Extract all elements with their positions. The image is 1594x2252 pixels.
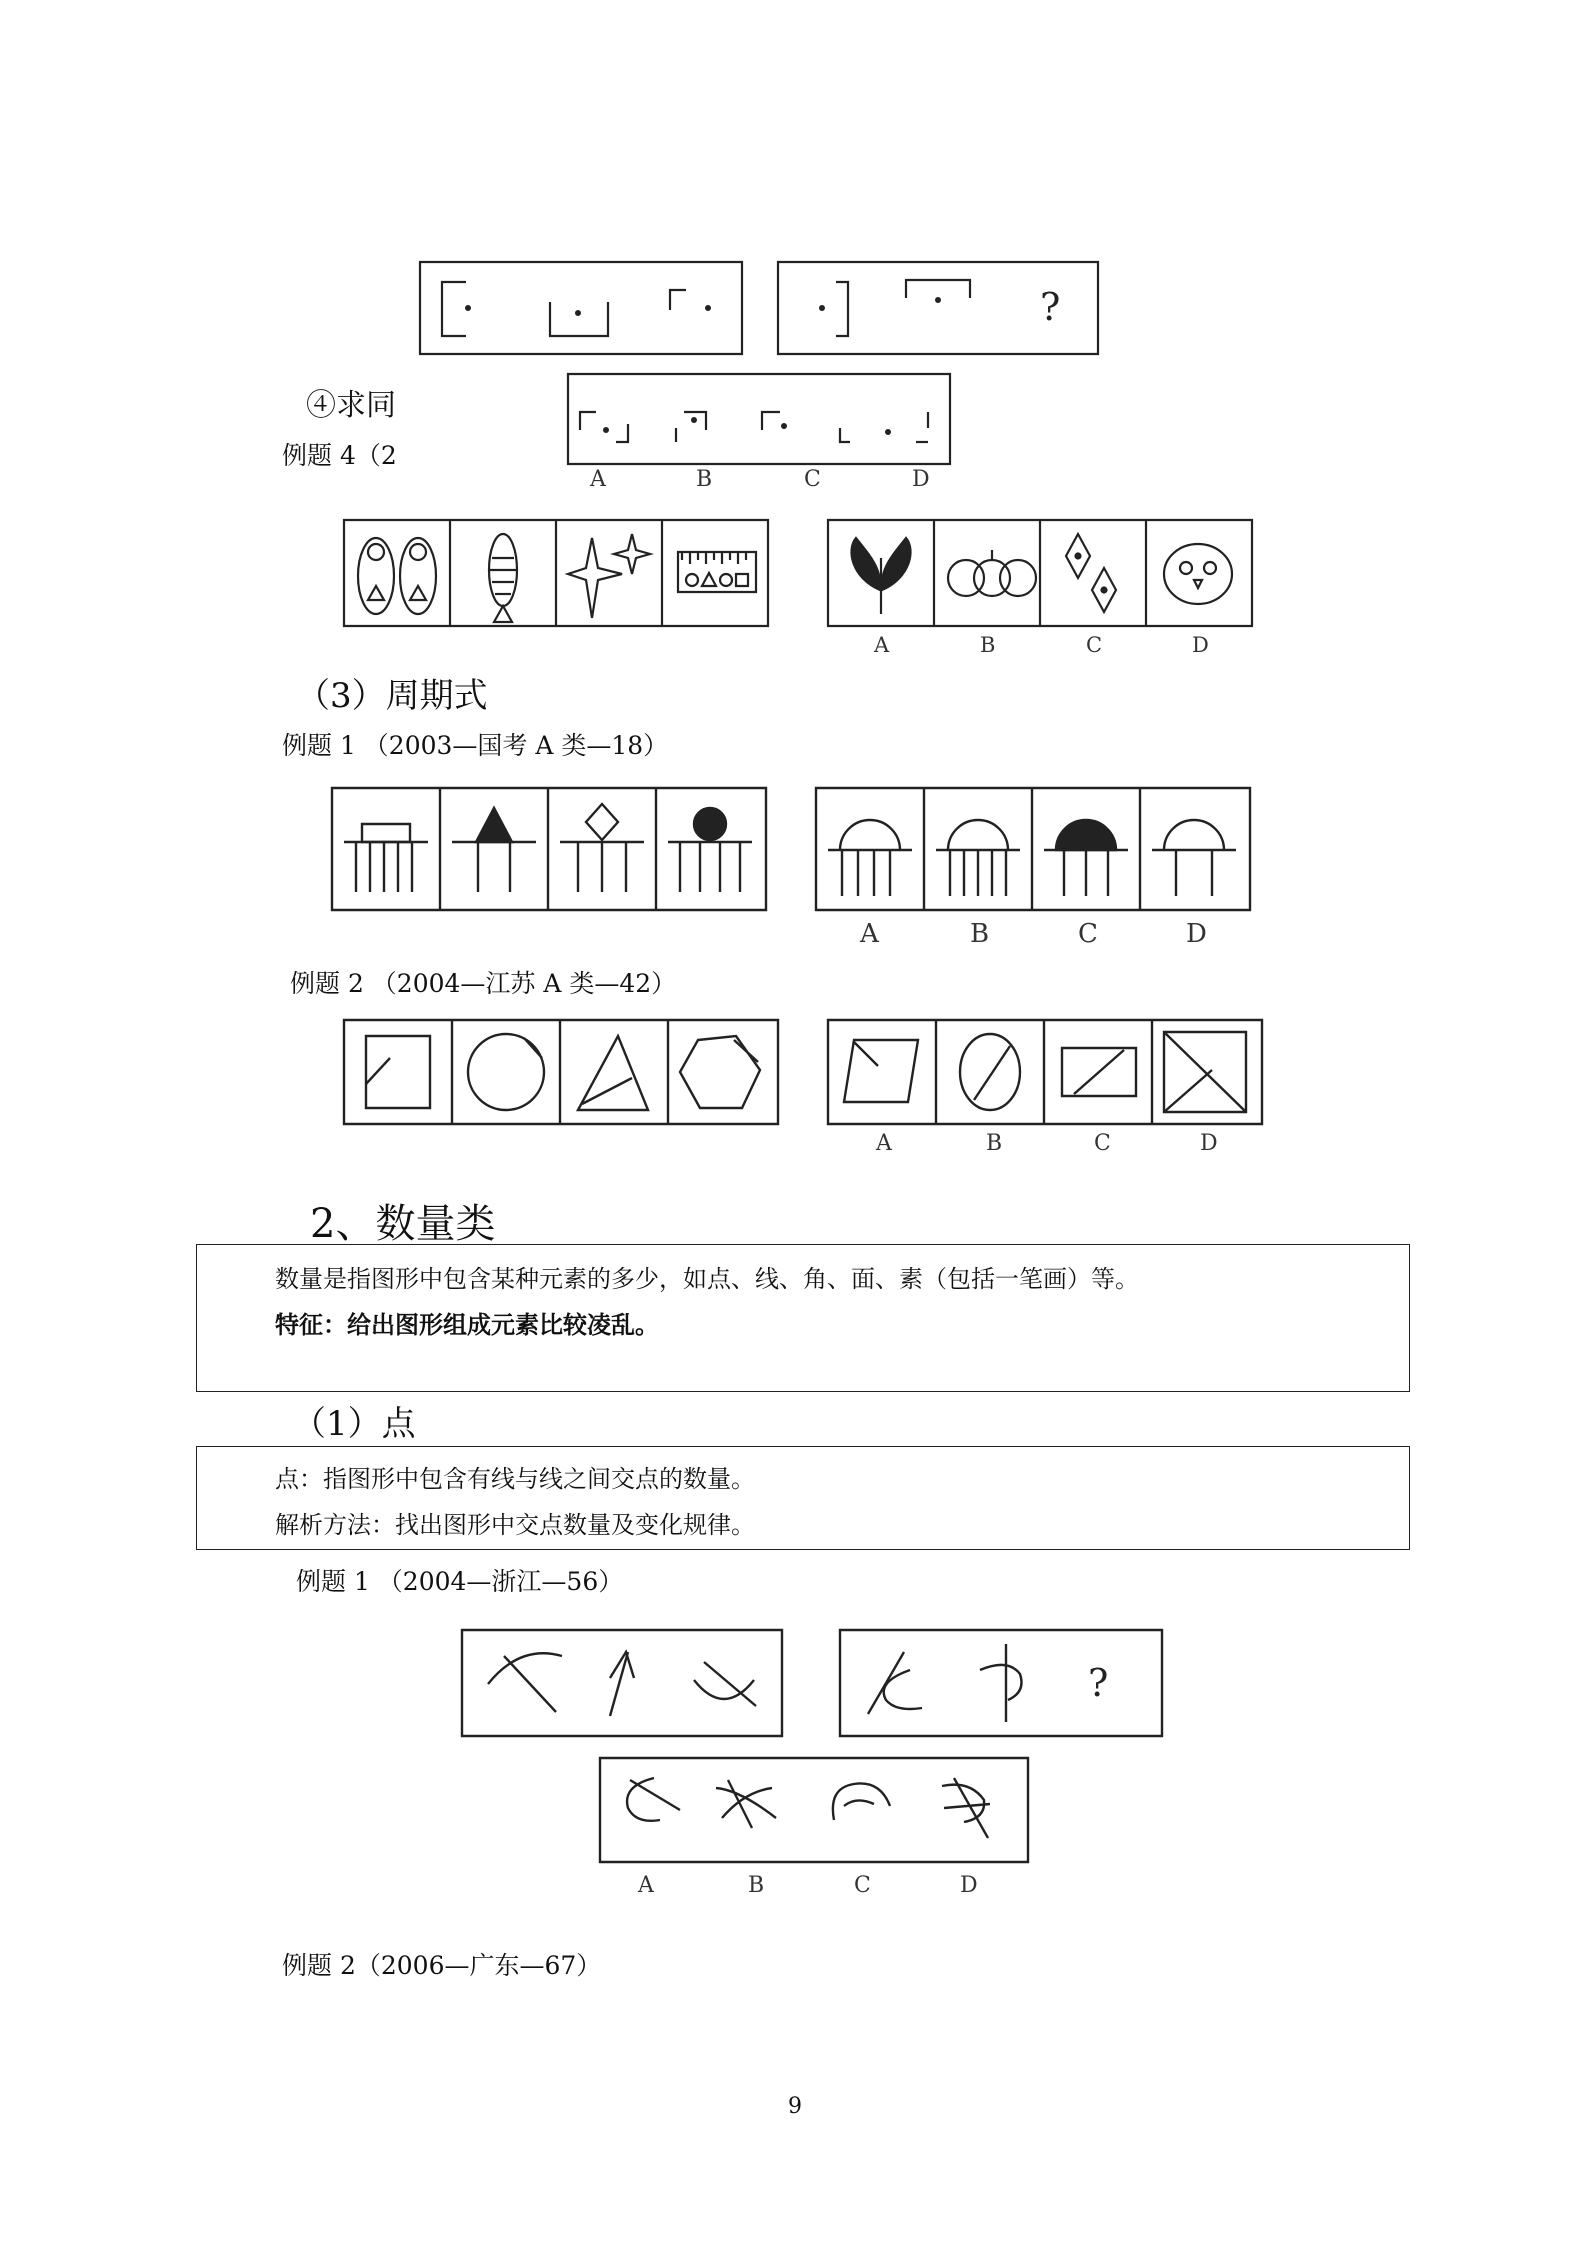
option-c-label: C [1078, 919, 1098, 949]
option-b-label: B [696, 467, 713, 492]
example-4-label: 例题 4（2 [282, 441, 397, 470]
quantity-definition-box [196, 1244, 1410, 1392]
points-definition-text: 点：指图形中包含有线与线之间交点的数量。 [275, 1465, 755, 1493]
option-b-label: B [986, 1131, 1003, 1156]
points-method-text: 解析方法：找出图形中交点数量及变化规律。 [275, 1511, 755, 1539]
example-1-points-label: 例题 1 （2004—浙江—56） [296, 1567, 624, 1596]
option-d-label: D [960, 1873, 978, 1898]
option-a-label: A [638, 1873, 654, 1898]
example-2-points-label: 例题 2（2006—广东—67） [282, 1951, 602, 1980]
option-c-label: C [804, 467, 821, 492]
option-a-label: A [876, 1131, 892, 1156]
option-c-label: C [1094, 1131, 1111, 1156]
points-definition-box [196, 1446, 1410, 1550]
question-mark: ? [1088, 1661, 1109, 1705]
option-d-label: D [1192, 633, 1209, 657]
periodic-example-2-figure [342, 1018, 1272, 1160]
example-1-periodic-label: 例题 1 （2003—国考 A 类—18） [282, 731, 669, 760]
points-example-1-figure [460, 1628, 1170, 1898]
option-c-label: C [854, 1873, 871, 1898]
option-b-label: B [748, 1873, 765, 1898]
option-d-label: D [912, 467, 930, 492]
quantity-definition-text: 数量是指图形中包含某种元素的多少，如点、线、角、面、素（包括一笔画）等。 [275, 1265, 1139, 1293]
periodic-heading: （3）周期式 [296, 676, 488, 716]
option-d-label: D [1200, 1131, 1218, 1156]
example-2-periodic-label: 例题 2 （2004—江苏 A 类—42） [290, 969, 677, 998]
quantity-feature-text: 特征：给出图形组成元素比较凌乱。 [275, 1310, 659, 1339]
partial-heading: ④求同 [306, 388, 396, 423]
option-a-label: A [874, 633, 890, 657]
seek-common-figure [342, 518, 1242, 658]
bracket-options-figure [566, 372, 956, 497]
option-a-label: A [590, 467, 606, 492]
periodic-example-1-figure [330, 786, 1262, 949]
option-b-label: B [980, 633, 996, 657]
bracket-sequence-figure [418, 260, 1108, 360]
option-a-label: A [860, 919, 879, 949]
option-c-label: C [1086, 633, 1103, 657]
option-b-label: B [970, 919, 990, 949]
option-d-label: D [1186, 919, 1207, 949]
points-heading: （1）点 [292, 1404, 416, 1444]
quantity-heading: 2、数量类 [310, 1201, 496, 1247]
question-mark: ? [1040, 285, 1061, 329]
page-number: 9 [788, 2094, 802, 2119]
